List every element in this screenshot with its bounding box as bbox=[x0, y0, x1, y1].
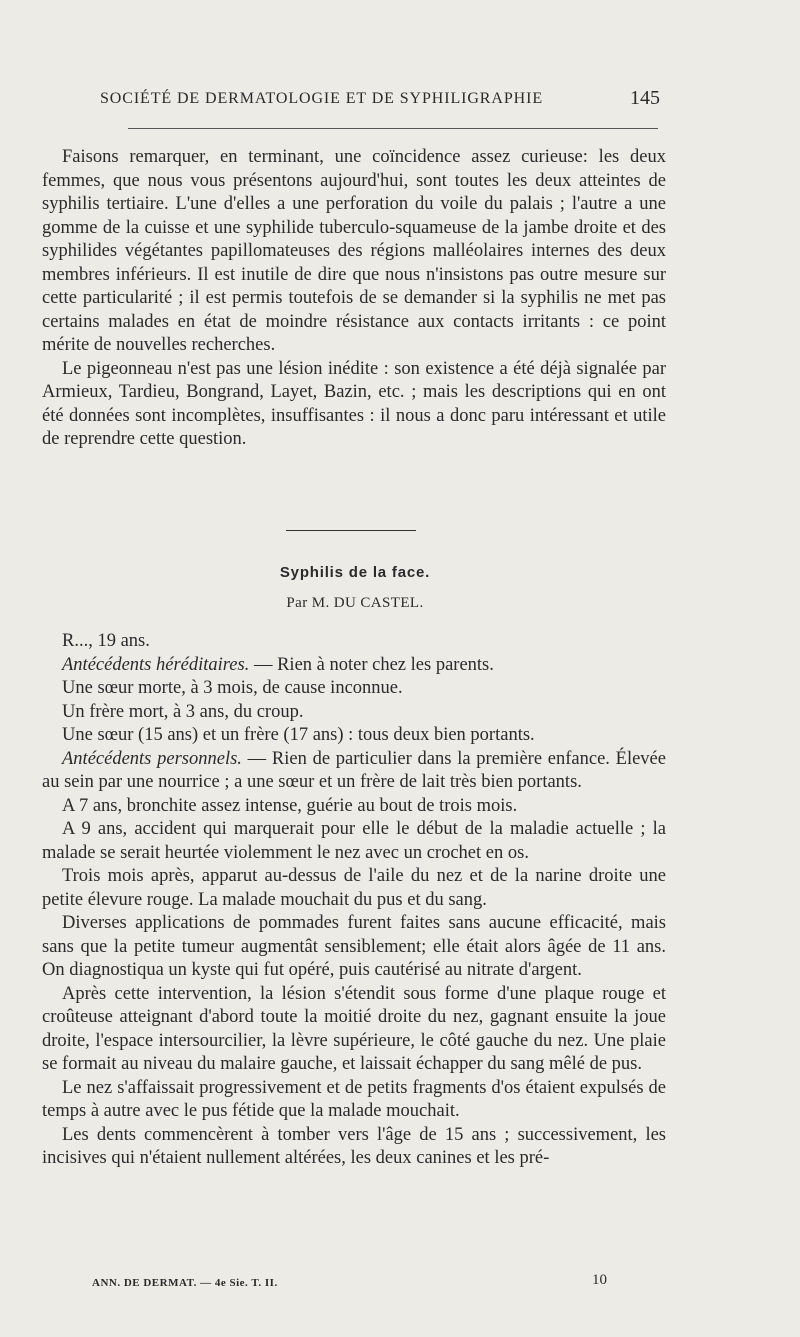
case-paragraph: A 9 ans, accident qui marquerait pour elle le début de la maladie actuelle ; la malade se serait heurtée violemment le nez avec un crochet en os. bbox=[42, 819, 666, 863]
heredity-line: Un frère mort, à 3 ans, du croup. bbox=[62, 701, 304, 722]
case-paragraph: Les dents commencèrent à tomber vers l'âge de 15 ans ; successivement, les incisives qui n'étaient nullement altérées, les deux canines et les pré- bbox=[42, 1124, 666, 1168]
running-title: SOCIÉTÉ DE DERMATOLOGIE ET DE SYPHILIGRAPHIE bbox=[100, 90, 543, 107]
heredity-label: Antécédents héréditaires. bbox=[62, 654, 250, 675]
case-paragraph: Diverses applications de pommades furent faites sans aucune efficacité, mais sans que la petite tumeur augmentât sensiblement; elle était alors âgée de 11 ans. On diagnostiqua un kyste qui fut opéré, puis cautérisé au nitrate d'argent. bbox=[42, 913, 666, 980]
intro-section bbox=[42, 146, 666, 452]
intro-paragraph: Faisons remarquer, en terminant, une coïncidence assez curieuse: les deux femmes, que nous vous présentons aujourd'hui, sont toutes les deux atteintes de syphilis tertiaire. L'une d'elles a une perforation du voile du palais ; l'autre a une gomme de la cuisse et une syphilide tuberculo-squameuse de la jambe droite et des syphilides végétantes papillomateuses des régions malléolaires internes des deux membres inférieurs. Il est inutile de dire que nous n'insistons pas outre mesure sur cette particularité ; il est permis toutefois de se demander si la syphilis ne met pas certains malades en état de moindre résistance aux contacts irritants : ce point mérite de nouvelles recherches. bbox=[42, 147, 666, 355]
case-paragraph: Le nez s'affaissait progressivement et de petits fragments d'os étaient expulsés de temps à autre avec le pus fétide que la malade mouchait. bbox=[42, 1077, 666, 1121]
heredity-line: Une sœur morte, à 3 mois, de cause inconnue. bbox=[62, 678, 403, 698]
intro-paragraph: Le pigeonneau n'est pas une lésion inédite : son existence a été déjà signalée par Armieux, Tardieu, Bongrand, Layet, Bazin, etc. ; mais les descriptions qui en ont été données sont incomplètes, insuffisantes : il nous a donc paru intéressant et utile de reprendre cette question. bbox=[42, 358, 666, 449]
case-section bbox=[42, 630, 666, 1171]
heredity-paragraph bbox=[42, 654, 666, 678]
personal-label: Antécédents personnels. bbox=[62, 748, 242, 769]
header-rule bbox=[128, 128, 658, 129]
article-title: Syphilis de la face. bbox=[279, 564, 431, 581]
running-header bbox=[100, 87, 660, 109]
article-byline: Par M. DU CASTEL. bbox=[286, 595, 424, 611]
case-paragraph: Après cette intervention, la lésion s'étendit sous forme d'une plaque rouge et croûteuse atteignant d'abord toute la moitié droite du nez, gagnant ensuite la joue droite, l'espace intersourcilier, la lèvre supérieure, le côté gauche du nez. Une plaie se formait au niveau du malaire gauche, et laissait échapper du sang mêlé de pus. bbox=[42, 983, 666, 1074]
page-number: 145 bbox=[630, 87, 660, 109]
patient-line: R..., 19 ans. bbox=[62, 631, 150, 651]
heredity-text: — Rien à noter chez les parents. bbox=[249, 654, 494, 675]
case-paragraph: Trois mois après, apparut au-dessus de l'aile du nez et de la narine droite une petite élevure rouge. La malade mouchait du pus et du sang. bbox=[42, 866, 666, 910]
personal-text: — Rien de particulier dans la première enfance. Élevée au sein par une nourrice ; a une sœur et un frère de lait très bien portants. bbox=[42, 748, 666, 792]
journal-reference: ANN. DE DERMAT. — 4e Sie. T. II. bbox=[92, 1277, 278, 1289]
section-divider bbox=[286, 530, 416, 531]
personal-paragraph bbox=[42, 748, 666, 795]
case-paragraph: A 7 ans, bronchite assez intense, guérie au bout de trois mois. bbox=[62, 795, 518, 816]
heredity-line: Une sœur (15 ans) et un frère (17 ans) : tous deux bien portants. bbox=[62, 725, 535, 745]
signature-mark: 10 bbox=[592, 1272, 607, 1288]
